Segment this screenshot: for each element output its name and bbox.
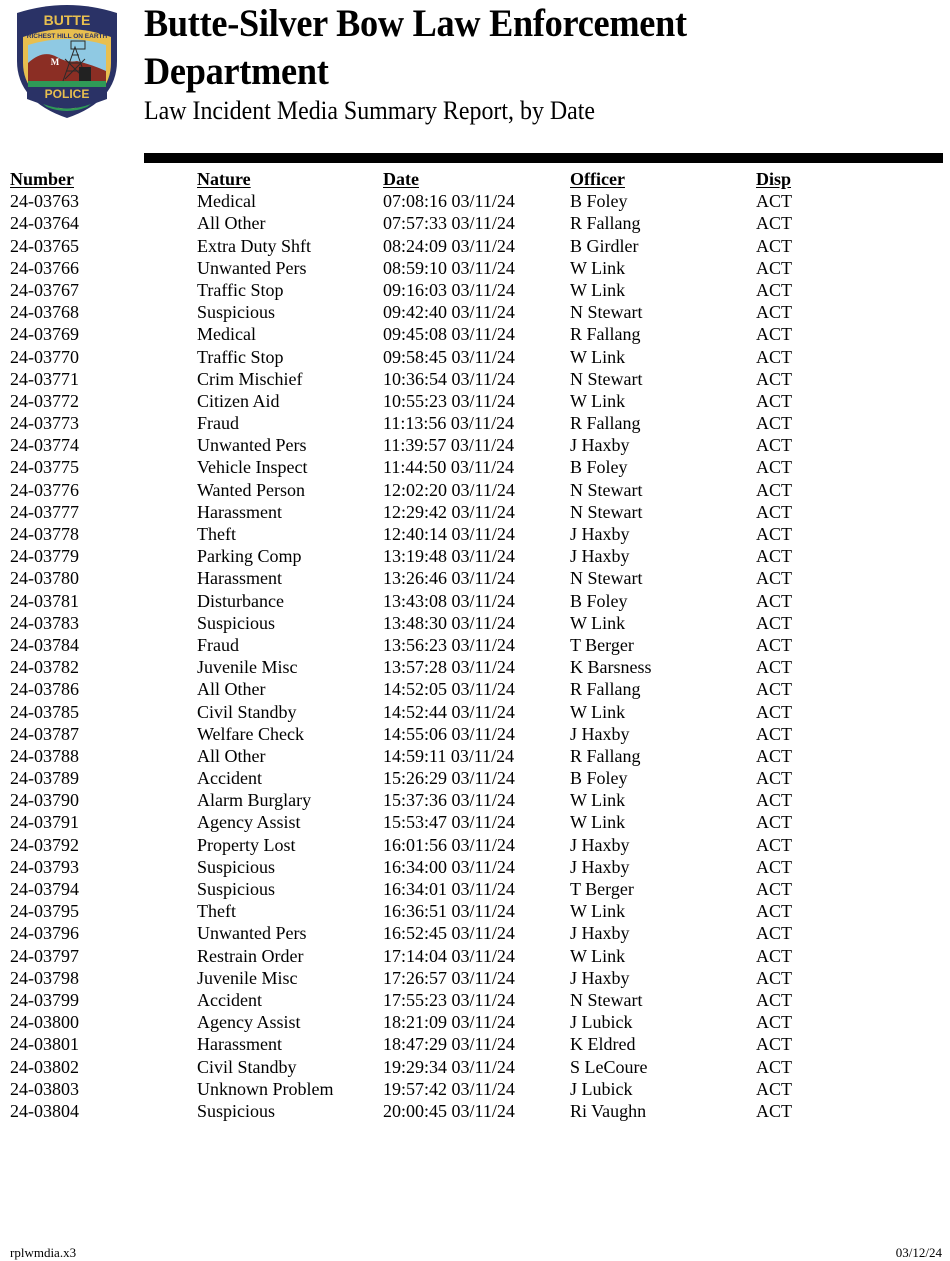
incident-disp: ACT <box>756 679 792 700</box>
incident-disp: ACT <box>756 1078 792 1099</box>
incident-number: 24-03789 <box>10 768 79 789</box>
page-title <box>144 0 687 96</box>
incident-date: 13:26:46 03/11/24 <box>383 568 515 589</box>
table-row <box>10 878 940 900</box>
incident-number: 24-03788 <box>10 745 79 766</box>
table-row <box>10 701 940 723</box>
incident-date: 09:16:03 03/11/24 <box>383 279 515 300</box>
incident-disp: ACT <box>756 368 792 389</box>
incident-disp: ACT <box>756 989 792 1010</box>
incident-number: 24-03784 <box>10 634 79 655</box>
incident-disp: ACT <box>756 723 792 744</box>
incident-date: 16:36:51 03/11/24 <box>383 901 515 922</box>
table-row <box>10 1011 940 1033</box>
incident-nature: Suspicious <box>197 879 276 899</box>
incident-nature: Traffic Stop <box>197 279 284 300</box>
incident-disp: ACT <box>756 634 792 655</box>
incident-nature: Alarm Burglary <box>197 790 312 811</box>
incident-disp: ACT <box>756 1034 792 1055</box>
incident-officer: B Foley <box>570 590 628 611</box>
table-row <box>10 900 940 922</box>
incident-officer: J Haxby <box>570 967 630 988</box>
table-row <box>10 656 940 678</box>
incident-number: 24-03766 <box>10 257 79 278</box>
table-row <box>10 590 940 612</box>
table-row <box>10 945 940 967</box>
table-row <box>10 412 940 434</box>
incident-date: 12:02:20 03/11/24 <box>383 479 515 500</box>
incident-number: 24-03768 <box>10 302 79 323</box>
incident-number: 24-03783 <box>10 612 79 633</box>
incident-disp: ACT <box>756 546 792 567</box>
incident-date: 08:24:09 03/11/24 <box>383 235 515 256</box>
incident-number: 24-03804 <box>10 1100 79 1121</box>
table-row <box>10 346 940 368</box>
incident-disp: ACT <box>756 745 792 766</box>
table-row <box>10 922 940 944</box>
table-row <box>10 811 940 833</box>
incident-number: 24-03765 <box>10 235 79 256</box>
incident-officer: N Stewart <box>570 368 643 389</box>
incident-date: 13:48:30 03/11/24 <box>383 612 515 633</box>
incident-date: 12:40:14 03/11/24 <box>383 524 515 544</box>
incident-nature: Fraud <box>197 634 239 655</box>
table-row <box>10 967 940 989</box>
incident-nature: Civil Standby <box>197 701 297 722</box>
incident-date: 15:37:36 03/11/24 <box>383 790 515 811</box>
incident-nature: Theft <box>197 524 236 544</box>
incident-nature: Unwanted Pers <box>197 923 307 944</box>
table-row <box>10 1056 940 1078</box>
incident-disp: ACT <box>756 945 792 966</box>
table-row <box>10 789 940 811</box>
police-badge-logo <box>13 1 121 119</box>
incident-number: 24-03779 <box>10 546 79 567</box>
incident-date: 09:58:45 03/11/24 <box>383 346 515 367</box>
incident-number: 24-03786 <box>10 679 79 700</box>
logo-bottom-text: POLICE <box>44 87 90 101</box>
incident-date: 18:21:09 03/11/24 <box>383 1012 515 1033</box>
incident-number: 24-03796 <box>10 923 79 944</box>
incident-disp: ACT <box>756 590 792 611</box>
incident-nature: Property Lost <box>197 834 296 855</box>
incident-number: 24-03793 <box>10 856 79 877</box>
incident-nature: Unwanted Pers <box>197 435 307 456</box>
incident-date: 10:55:23 03/11/24 <box>383 390 515 411</box>
incident-nature: Parking Comp <box>197 546 302 567</box>
incident-officer: W Link <box>570 790 626 811</box>
incident-number: 24-03785 <box>10 701 79 722</box>
incident-officer: J Lubick <box>570 1078 633 1099</box>
incident-officer: B Foley <box>570 191 628 212</box>
incident-date: 16:34:00 03/11/24 <box>383 856 515 877</box>
incident-officer: J Haxby <box>570 834 630 855</box>
incident-date: 16:52:45 03/11/24 <box>383 923 515 944</box>
print-date: 03/12/24 <box>895 1245 942 1260</box>
incident-disp: ACT <box>756 856 792 877</box>
incident-nature: Accident <box>197 989 262 1010</box>
incident-officer: W Link <box>570 346 626 367</box>
incident-nature: Harassment <box>197 568 282 589</box>
incident-officer: N Stewart <box>570 479 643 500</box>
incident-nature: Accident <box>197 768 262 789</box>
logo-banner-text: RICHEST HILL ON EARTH <box>26 33 108 40</box>
badge-icon <box>13 1 121 119</box>
incident-disp: ACT <box>756 413 792 434</box>
incident-number: 24-03782 <box>10 657 79 678</box>
incident-officer: W Link <box>570 701 626 722</box>
incident-nature: Restrain Order <box>197 945 304 966</box>
incident-officer: R Fallang <box>570 324 641 345</box>
incident-date: 09:45:08 03/11/24 <box>383 324 515 345</box>
incident-date: 14:52:05 03/11/24 <box>383 679 515 700</box>
incident-disp: ACT <box>756 213 792 234</box>
incident-disp: ACT <box>756 235 792 256</box>
incident-officer: R Fallang <box>570 745 641 766</box>
table-row <box>10 279 940 301</box>
incident-date: 12:29:42 03/11/24 <box>383 501 515 522</box>
incident-number: 24-03764 <box>10 213 79 234</box>
incident-disp: ACT <box>756 479 792 500</box>
incident-nature: Suspicious <box>197 302 276 323</box>
table-row <box>10 834 940 856</box>
incident-number: 24-03771 <box>10 368 79 389</box>
table-row <box>10 856 940 878</box>
table-header-row <box>10 168 940 190</box>
incident-number: 24-03799 <box>10 989 79 1010</box>
incident-number: 24-03791 <box>10 812 79 833</box>
incident-nature: Harassment <box>197 1034 282 1055</box>
incident-nature: Theft <box>197 901 236 922</box>
incident-officer: K Eldred <box>570 1034 636 1055</box>
table-row <box>10 235 940 257</box>
column-header-disp: Disp <box>756 169 792 189</box>
incident-officer: W Link <box>570 257 626 278</box>
column-header-nature: Nature <box>197 169 251 189</box>
table-row <box>10 1100 940 1122</box>
incident-disp: ACT <box>756 524 792 544</box>
incident-officer: W Link <box>570 945 626 966</box>
incident-date: 13:57:28 03/11/24 <box>383 657 515 678</box>
incident-number: 24-03803 <box>10 1078 79 1099</box>
incident-disp: ACT <box>756 768 792 789</box>
incident-officer: W Link <box>570 901 626 922</box>
incident-nature: All Other <box>197 213 266 234</box>
table-row <box>10 523 940 545</box>
incident-nature: Traffic Stop <box>197 346 284 367</box>
incident-number: 24-03780 <box>10 568 79 589</box>
incident-nature: Agency Assist <box>197 812 301 833</box>
incident-number: 24-03767 <box>10 279 79 300</box>
incident-disp: ACT <box>756 834 792 855</box>
incident-disp: ACT <box>756 657 792 678</box>
incident-disp: ACT <box>756 435 792 456</box>
incident-disp: ACT <box>756 568 792 589</box>
incident-nature: Agency Assist <box>197 1012 301 1033</box>
incident-number: 24-03787 <box>10 723 79 744</box>
incident-officer: N Stewart <box>570 568 643 589</box>
incident-disp: ACT <box>756 279 792 300</box>
column-header-date: Date <box>383 169 419 189</box>
incident-date: 15:26:29 03/11/24 <box>383 768 515 789</box>
incident-number: 24-03776 <box>10 479 79 500</box>
incident-officer: J Lubick <box>570 1012 633 1033</box>
incident-nature: All Other <box>197 679 266 700</box>
table-row <box>10 257 940 279</box>
incident-date: 11:44:50 03/11/24 <box>383 457 515 478</box>
table-body <box>10 190 940 1122</box>
incident-nature: Fraud <box>197 413 239 434</box>
incident-disp: ACT <box>756 879 792 899</box>
incident-date: 14:55:06 03/11/24 <box>383 723 515 744</box>
incident-date: 09:42:40 03/11/24 <box>383 302 515 323</box>
incident-nature: Suspicious <box>197 856 276 877</box>
table-row <box>10 368 940 390</box>
incident-disp: ACT <box>756 701 792 722</box>
incident-number: 24-03794 <box>10 879 79 899</box>
incident-officer: J Haxby <box>570 546 630 567</box>
incident-officer: W Link <box>570 612 626 633</box>
table-row <box>10 301 940 323</box>
incident-number: 24-03792 <box>10 834 79 855</box>
column-header-officer: Officer <box>570 169 625 189</box>
incident-disp: ACT <box>756 612 792 633</box>
logo-hill-letter: M <box>50 57 60 67</box>
table-row <box>10 501 940 523</box>
incident-officer: N Stewart <box>570 302 643 323</box>
incident-number: 24-03778 <box>10 524 79 544</box>
table-row <box>10 767 940 789</box>
incident-date: 07:08:16 03/11/24 <box>383 191 515 212</box>
incident-officer: R Fallang <box>570 213 641 234</box>
incident-nature: Juvenile Misc <box>197 657 298 678</box>
table-row <box>10 1078 940 1100</box>
incident-officer: J Haxby <box>570 723 630 744</box>
incident-officer: R Fallang <box>570 679 641 700</box>
incident-officer: N Stewart <box>570 501 643 522</box>
incident-date: 07:57:33 03/11/24 <box>383 213 515 234</box>
incident-number: 24-03798 <box>10 967 79 988</box>
incident-number: 24-03795 <box>10 901 79 922</box>
incident-nature: Welfare Check <box>197 723 304 744</box>
incident-nature: Wanted Person <box>197 479 306 500</box>
incident-number: 24-03797 <box>10 945 79 966</box>
incident-nature: Unknown Problem <box>197 1078 334 1099</box>
incident-number: 24-03800 <box>10 1012 79 1033</box>
incident-table <box>10 168 940 1122</box>
table-row <box>10 456 940 478</box>
incident-disp: ACT <box>756 501 792 522</box>
incident-officer: B Foley <box>570 457 628 478</box>
table-row <box>10 723 940 745</box>
table-row <box>10 545 940 567</box>
table-row <box>10 612 940 634</box>
incident-date: 08:59:10 03/11/24 <box>383 257 515 278</box>
incident-nature: Civil Standby <box>197 1056 297 1077</box>
incident-nature: All Other <box>197 745 266 766</box>
incident-officer: W Link <box>570 390 626 411</box>
incident-disp: ACT <box>756 923 792 944</box>
incident-officer: J Haxby <box>570 923 630 944</box>
incident-officer: J Haxby <box>570 524 630 544</box>
table-row <box>10 479 940 501</box>
incident-disp: ACT <box>756 191 792 212</box>
incident-number: 24-03781 <box>10 590 79 611</box>
incident-officer: Ri Vaughn <box>570 1100 647 1121</box>
incident-officer: T Berger <box>570 634 634 655</box>
table-row <box>10 567 940 589</box>
incident-officer: N Stewart <box>570 989 643 1010</box>
table-row <box>10 190 940 212</box>
report-id: rplwmdia.x3 <box>10 1245 77 1260</box>
incident-officer: K Barsness <box>570 657 652 678</box>
incident-date: 11:39:57 03/11/24 <box>383 435 515 456</box>
incident-nature: Suspicious <box>197 612 276 633</box>
incident-number: 24-03772 <box>10 390 79 411</box>
incident-nature: Disturbance <box>197 590 284 611</box>
incident-date: 16:34:01 03/11/24 <box>383 879 515 899</box>
incident-date: 17:26:57 03/11/24 <box>383 967 515 988</box>
incident-disp: ACT <box>756 901 792 922</box>
incident-date: 19:57:42 03/11/24 <box>383 1078 515 1099</box>
incident-number: 24-03770 <box>10 346 79 367</box>
title-line-2: Department <box>144 50 329 93</box>
incident-disp: ACT <box>756 1100 792 1121</box>
table-row <box>10 678 940 700</box>
incident-number: 24-03777 <box>10 501 79 522</box>
incident-number: 24-03774 <box>10 435 79 456</box>
header-divider <box>144 153 943 163</box>
table-row <box>10 390 940 412</box>
incident-nature: Juvenile Misc <box>197 967 298 988</box>
incident-officer: W Link <box>570 279 626 300</box>
table-row <box>10 745 940 767</box>
incident-disp: ACT <box>756 324 792 345</box>
incident-officer: W Link <box>570 812 626 833</box>
incident-nature: Citizen Aid <box>197 390 280 411</box>
incident-officer: J Haxby <box>570 856 630 877</box>
incident-disp: ACT <box>756 1012 792 1033</box>
table-row <box>10 323 940 345</box>
table-row <box>10 634 940 656</box>
incident-number: 24-03763 <box>10 191 79 212</box>
report-subtitle: Law Incident Media Summary Report, by Date <box>144 96 596 125</box>
incident-officer: J Haxby <box>570 435 630 456</box>
incident-date: 16:01:56 03/11/24 <box>383 834 515 855</box>
incident-number: 24-03790 <box>10 790 79 811</box>
column-header-number: Number <box>10 169 74 189</box>
incident-disp: ACT <box>756 390 792 411</box>
incident-date: 19:29:34 03/11/24 <box>383 1056 515 1077</box>
incident-disp: ACT <box>756 457 792 478</box>
incident-date: 15:53:47 03/11/24 <box>383 812 515 833</box>
incident-disp: ACT <box>756 790 792 811</box>
incident-date: 17:14:04 03/11/24 <box>383 945 515 966</box>
incident-date: 17:55:23 03/11/24 <box>383 989 515 1010</box>
incident-disp: ACT <box>756 1056 792 1077</box>
incident-number: 24-03773 <box>10 413 79 434</box>
incident-nature: Medical <box>197 191 256 212</box>
incident-date: 18:47:29 03/11/24 <box>383 1034 515 1055</box>
incident-number: 24-03775 <box>10 457 79 478</box>
table-row <box>10 1033 940 1055</box>
table-row <box>10 212 940 234</box>
incident-date: 14:52:44 03/11/24 <box>383 701 515 722</box>
incident-number: 24-03769 <box>10 324 79 345</box>
table-row <box>10 989 940 1011</box>
incident-date: 20:00:45 03/11/24 <box>383 1100 515 1121</box>
incident-nature: Vehicle Inspect <box>197 457 308 478</box>
incident-nature: Unwanted Pers <box>197 257 307 278</box>
incident-disp: ACT <box>756 967 792 988</box>
incident-disp: ACT <box>756 346 792 367</box>
incident-officer: R Fallang <box>570 413 641 434</box>
incident-date: 10:36:54 03/11/24 <box>383 368 515 389</box>
incident-number: 24-03801 <box>10 1034 79 1055</box>
incident-number: 24-03802 <box>10 1056 79 1077</box>
incident-officer: B Foley <box>570 768 628 789</box>
incident-nature: Suspicious <box>197 1100 276 1121</box>
incident-nature: Crim Mischief <box>197 368 303 389</box>
title-line-1: Butte-Silver Bow Law Enforcement <box>144 2 687 45</box>
incident-date: 11:13:56 03/11/24 <box>383 413 515 434</box>
incident-officer: T Berger <box>570 879 634 899</box>
logo-top-text: BUTTE <box>43 12 91 28</box>
incident-nature: Medical <box>197 324 256 345</box>
incident-disp: ACT <box>756 812 792 833</box>
incident-officer: B Girdler <box>570 235 639 256</box>
incident-date: 14:59:11 03/11/24 <box>383 745 515 766</box>
incident-date: 13:19:48 03/11/24 <box>383 546 515 567</box>
incident-nature: Extra Duty Shft <box>197 235 311 256</box>
incident-date: 13:43:08 03/11/24 <box>383 590 515 611</box>
incident-officer: S LeCoure <box>570 1056 648 1077</box>
table-row <box>10 434 940 456</box>
incident-date: 13:56:23 03/11/24 <box>383 634 515 655</box>
incident-disp: ACT <box>756 257 792 278</box>
incident-disp: ACT <box>756 302 792 323</box>
incident-nature: Harassment <box>197 501 282 522</box>
